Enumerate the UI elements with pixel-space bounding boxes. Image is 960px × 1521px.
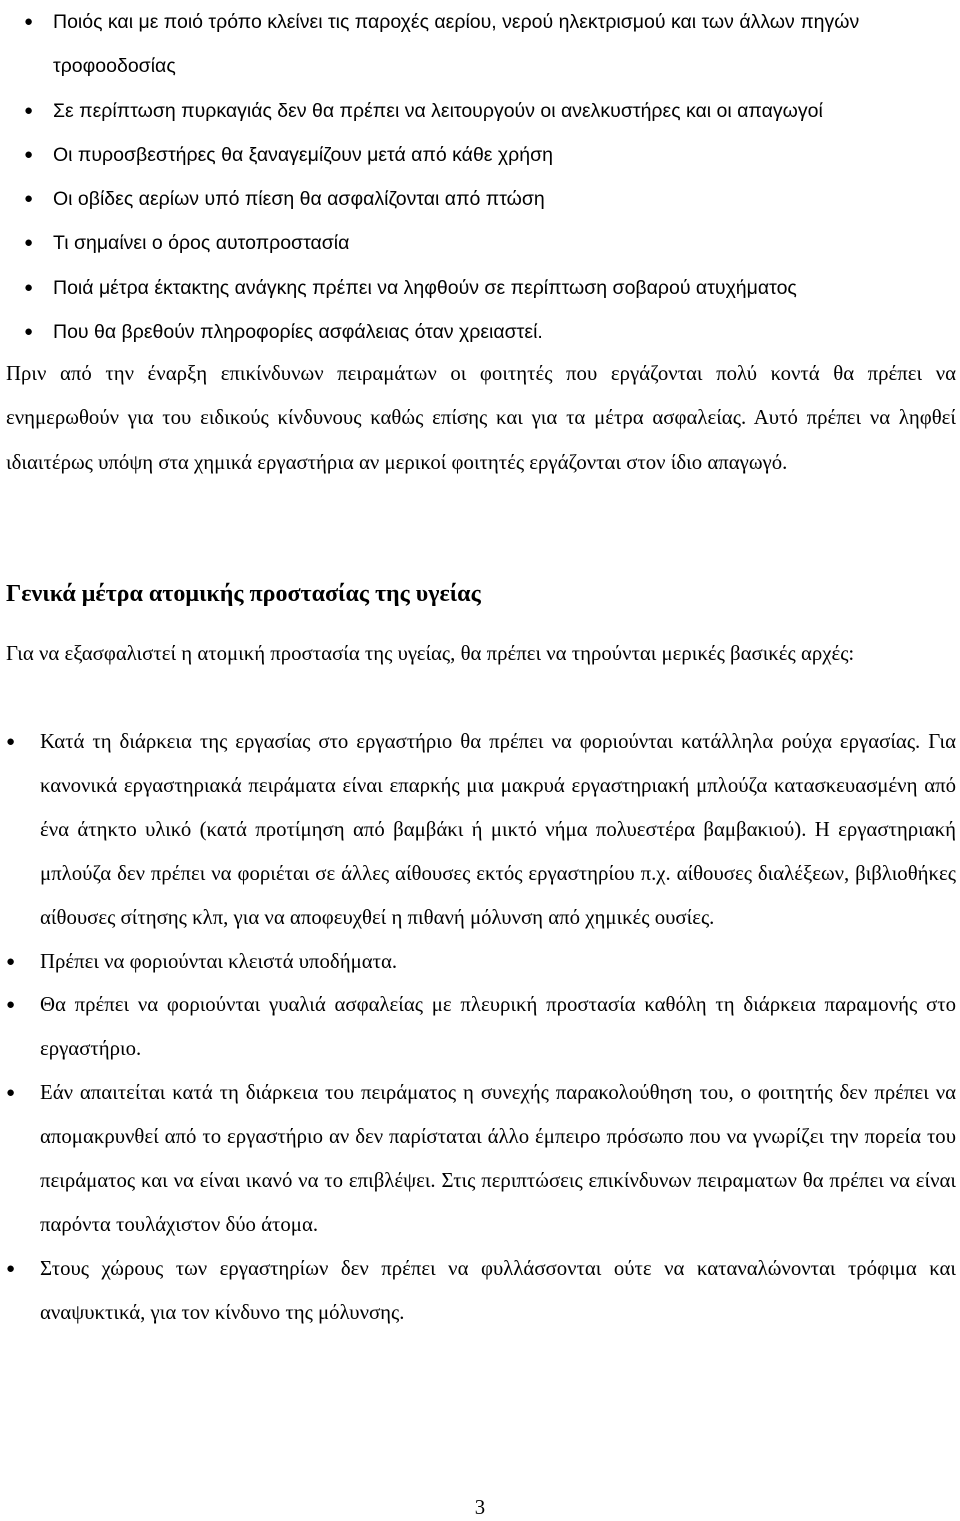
- list-item: [0, 221, 960, 265]
- list-item: [0, 1247, 960, 1335]
- bullet-icon: ●: [24, 145, 34, 163]
- list-item-text: Στους χώρους των εργαστηρίων δεν πρέπει να φυλλάσσονται ούτε να καταναλώνονται τρόφιμα και αναψυκτικά, για τον κίνδυνο της μόλυνσης.: [40, 1256, 956, 1324]
- list-item: [0, 720, 960, 940]
- list-item: [0, 0, 913, 89]
- list-item-text: Πρέπει να φοριούνται κλειστά υποδήματα.: [40, 949, 398, 973]
- bullet-icon: ●: [24, 278, 34, 296]
- bullet-icon: ●: [6, 733, 16, 750]
- list-item-text: Εάν απαιτείται κατά τη διάρκεια του πειράματος η συνεχής παρακολούθηση του, ο φοιτητής δεν πρέπει να απομακρυνθεί από το εργαστήριο αν δεν παρίσταται άλλο έμπειρο πρόσωπο που να γνωρίζει την πορεία του πειράματος και να είναι ικανό να το επιβλέψει. Στις περιπτώσεις επικίνδυνων πειραματων θα πρέπει να είναι παρόντα τουλάχιστον δύο άτομα.: [40, 1081, 956, 1236]
- list-item-text: Ποιός και με ποιό τρόπο κλείνει τις παροχές αερίου, νερού ηλεκτρισμού και των άλλων πηγών τροφοοδοσίας: [53, 11, 860, 78]
- list-item-text: Ποιά μέτρα έκτακτης ανάγκης πρέπει να ληφθούν σε περίπτωση σοβαρού ατυχήματος: [53, 276, 797, 299]
- bullet-icon: ●: [24, 101, 34, 119]
- list-item-text: Κατά τη διάρκεια της εργασίας στο εργαστήριο θα πρέπει να φοριούνται κατάλληλα ρούχα εργασίας. Για κανονικά εργαστηριακά πειράματα είναι επαρκής μια μακρυά εργαστηριακή μπλούζα κατασκευασμένη από ένα άτηκτο υλικό (κατά προτίμηση από βαμβάκι ή μικτό νήμα πολυεστέρα βαμβακιού). Η εργαστηριακή μπλούζα δεν πρέπει να φοριέται σε άλλες αίθουσες εκτός εργαστηρίου π.χ. αίθουσες διαλέξεων, βιβλιοθήκες αίθουσες σίτησης κλπ, για να αποφευχθεί η πιθανή μόλυνση από χημικές ουσίες.: [40, 730, 956, 929]
- bullet-icon: ●: [6, 996, 16, 1014]
- bullet-icon: ●: [24, 323, 34, 341]
- list-item: [0, 983, 960, 1071]
- bullet-icon: ●: [24, 13, 34, 30]
- list-item: [0, 133, 960, 177]
- list-item-text: Οι οβίδες αερίων υπό πίεση θα ασφαλίζονται από πτώση: [53, 188, 545, 211]
- page-number: 3: [474, 1496, 486, 1519]
- list-item: [0, 89, 960, 133]
- bullet-icon: ●: [6, 952, 16, 970]
- list-item: [0, 940, 960, 984]
- bullet-icon: ●: [24, 234, 34, 252]
- section-heading: Γενικά μέτρα ατομικής προστασίας της υγείας: [6, 581, 481, 607]
- list-item: [0, 266, 960, 310]
- bullet-icon: ●: [6, 1259, 16, 1277]
- intro-paragraph: Πριν από την έναρξη επικίνδυνων πειραμάτων οι φοιτητές που εργάζονται πολύ κοντά θα πρέπει να ενημερωθούν για του ειδικούς κίνδυνους καθώς επίσης και για τα μέτρα ασφαλείας. Αυτό πρέπει να ληφθεί ιδιαιτέρως υπόψη στα χημικά εργαστήρια αν μερικοί φοιτητές εργάζονται στον ίδιο απαγωγό.: [6, 362, 956, 474]
- list-item: [0, 177, 960, 221]
- list-item-text: Σε περίπτωση πυρκαγιάς δεν θα πρέπει να λειτουργούν οι ανελκυστήρες και οι απαγωγοί: [53, 99, 823, 122]
- bullet-icon: ●: [24, 190, 34, 208]
- list-item-text: Θα πρέπει να φοριούνται γυαλιά ασφαλείας με πλευρική προστασία καθόλη τη διάρκεια παραμονής στο εργαστήριο.: [40, 993, 956, 1061]
- list-item: [0, 310, 960, 354]
- list-item-text: Τι σημαίνει ο όρος αυτοπροστασία: [53, 232, 350, 255]
- safety-questions-list: [0, 0, 960, 354]
- protection-measures-list: [0, 720, 960, 1335]
- list-item-text: Που θα βρεθούν πληροφορίες ασφάλειας όταν χρειαστεί.: [53, 321, 543, 344]
- section-intro-paragraph: Για να εξασφαλιστεί η ατομική προστασία της υγείας, θα πρέπει να τηρούνται μερικές βασικές αρχές:: [6, 642, 855, 665]
- list-item: [0, 1071, 960, 1247]
- bullet-icon: ●: [6, 1084, 16, 1102]
- list-item-text: Οι πυροσβεστήρες θα ξαναγεμίζουν μετά από κάθε χρήση: [53, 143, 553, 166]
